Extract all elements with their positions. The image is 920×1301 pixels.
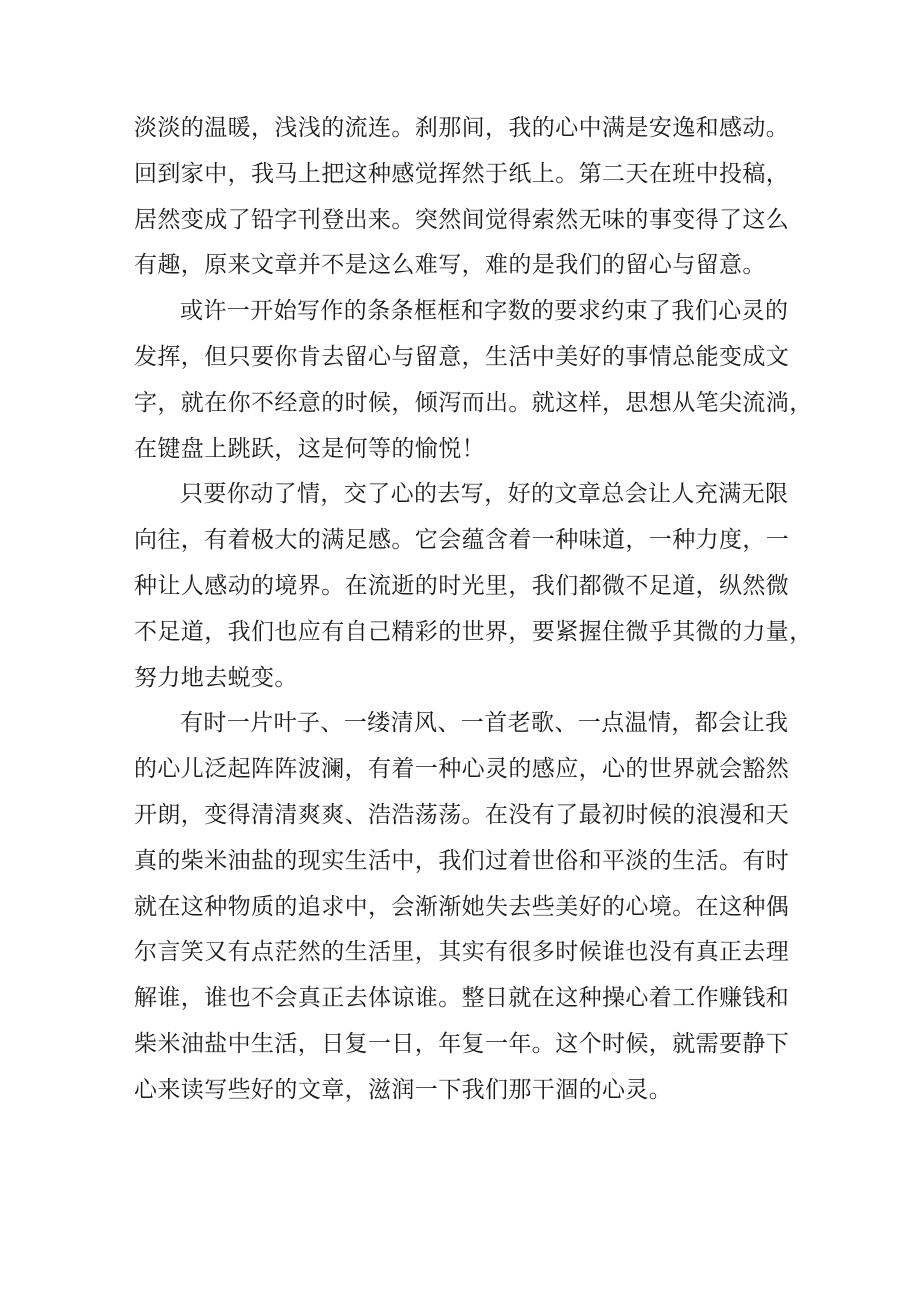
paragraph-start-line: 有时一片叶子、一缕清风、一首老歌、一点温情，都会让我 — [180, 710, 789, 737]
text-line: 努力地去蜕变。 — [134, 664, 298, 691]
text-line: 柴米油盐中生活，日复一日，年复一年。这个时候，就需要静下 — [134, 1030, 790, 1057]
paragraph-start-line: 只要你动了情，交了心的去写，好的文章总会让人充满无限 — [180, 481, 789, 508]
text-line: 尔言笑又有点茫然的生活里，其实有很多时候谁也没有真正去理 — [134, 939, 790, 966]
text-line: 真的柴米油盐的现实生活中，我们过着世俗和平淡的生活。有时 — [134, 847, 790, 874]
text-line: 不足道，我们也应有自己精彩的世界，要紧握住微乎其微的力量， — [134, 618, 813, 645]
text-line: 解谁，谁也不会真正去体谅谁。整日就在这种操心着工作赚钱和 — [134, 985, 790, 1012]
text-line: 淡淡的温暖，浅浅的流连。刹那间，我的心中满是安逸和感动。 — [134, 115, 790, 141]
text-line: 有趣，原来文章并不是这么难写，难的是我们的留心与留意。 — [134, 252, 766, 279]
text-line: 回到家中，我马上把这种感觉挥然于纸上。第二天在班中投稿， — [134, 160, 790, 187]
text-line: 字，就在你不经意的时候，倾泻而出。就这样，思想从笔尖流淌， — [134, 389, 813, 416]
text-line: 的心儿泛起阵阵波澜，有着一种心灵的感应，心的世界就会豁然 — [134, 756, 790, 783]
body-text — [134, 106, 813, 1114]
paragraph-start-line: 或许一开始写作的条条框框和字数的要求约束了我们心灵的 — [180, 298, 789, 325]
text-line: 种让人感动的境界。在流逝的时光里，我们都微不足道，纵然微 — [134, 572, 790, 599]
text-line: 发挥，但只要你肯去留心与留意，生活中美好的事情总能变成文 — [134, 343, 790, 370]
text-line: 向往，有着极大的满足感。它会蕴含着一种味道，一种力度，一 — [134, 527, 790, 554]
text-line: 心来读写些好的文章，滋润一下我们那干涸的心灵。 — [134, 1076, 673, 1103]
text-line: 就在这种物质的追求中，会渐渐她失去些美好的心境。在这种偶 — [134, 893, 790, 920]
text-line: 开朗，变得清清爽爽、浩浩荡荡。在没有了最初时候的浪漫和天 — [134, 801, 790, 828]
text-line: 居然变成了铅字刊登出来。突然间觉得索然无味的事变得了这么 — [134, 206, 790, 233]
text-line: 在键盘上跳跃，这是何等的愉悦！ — [134, 435, 485, 462]
